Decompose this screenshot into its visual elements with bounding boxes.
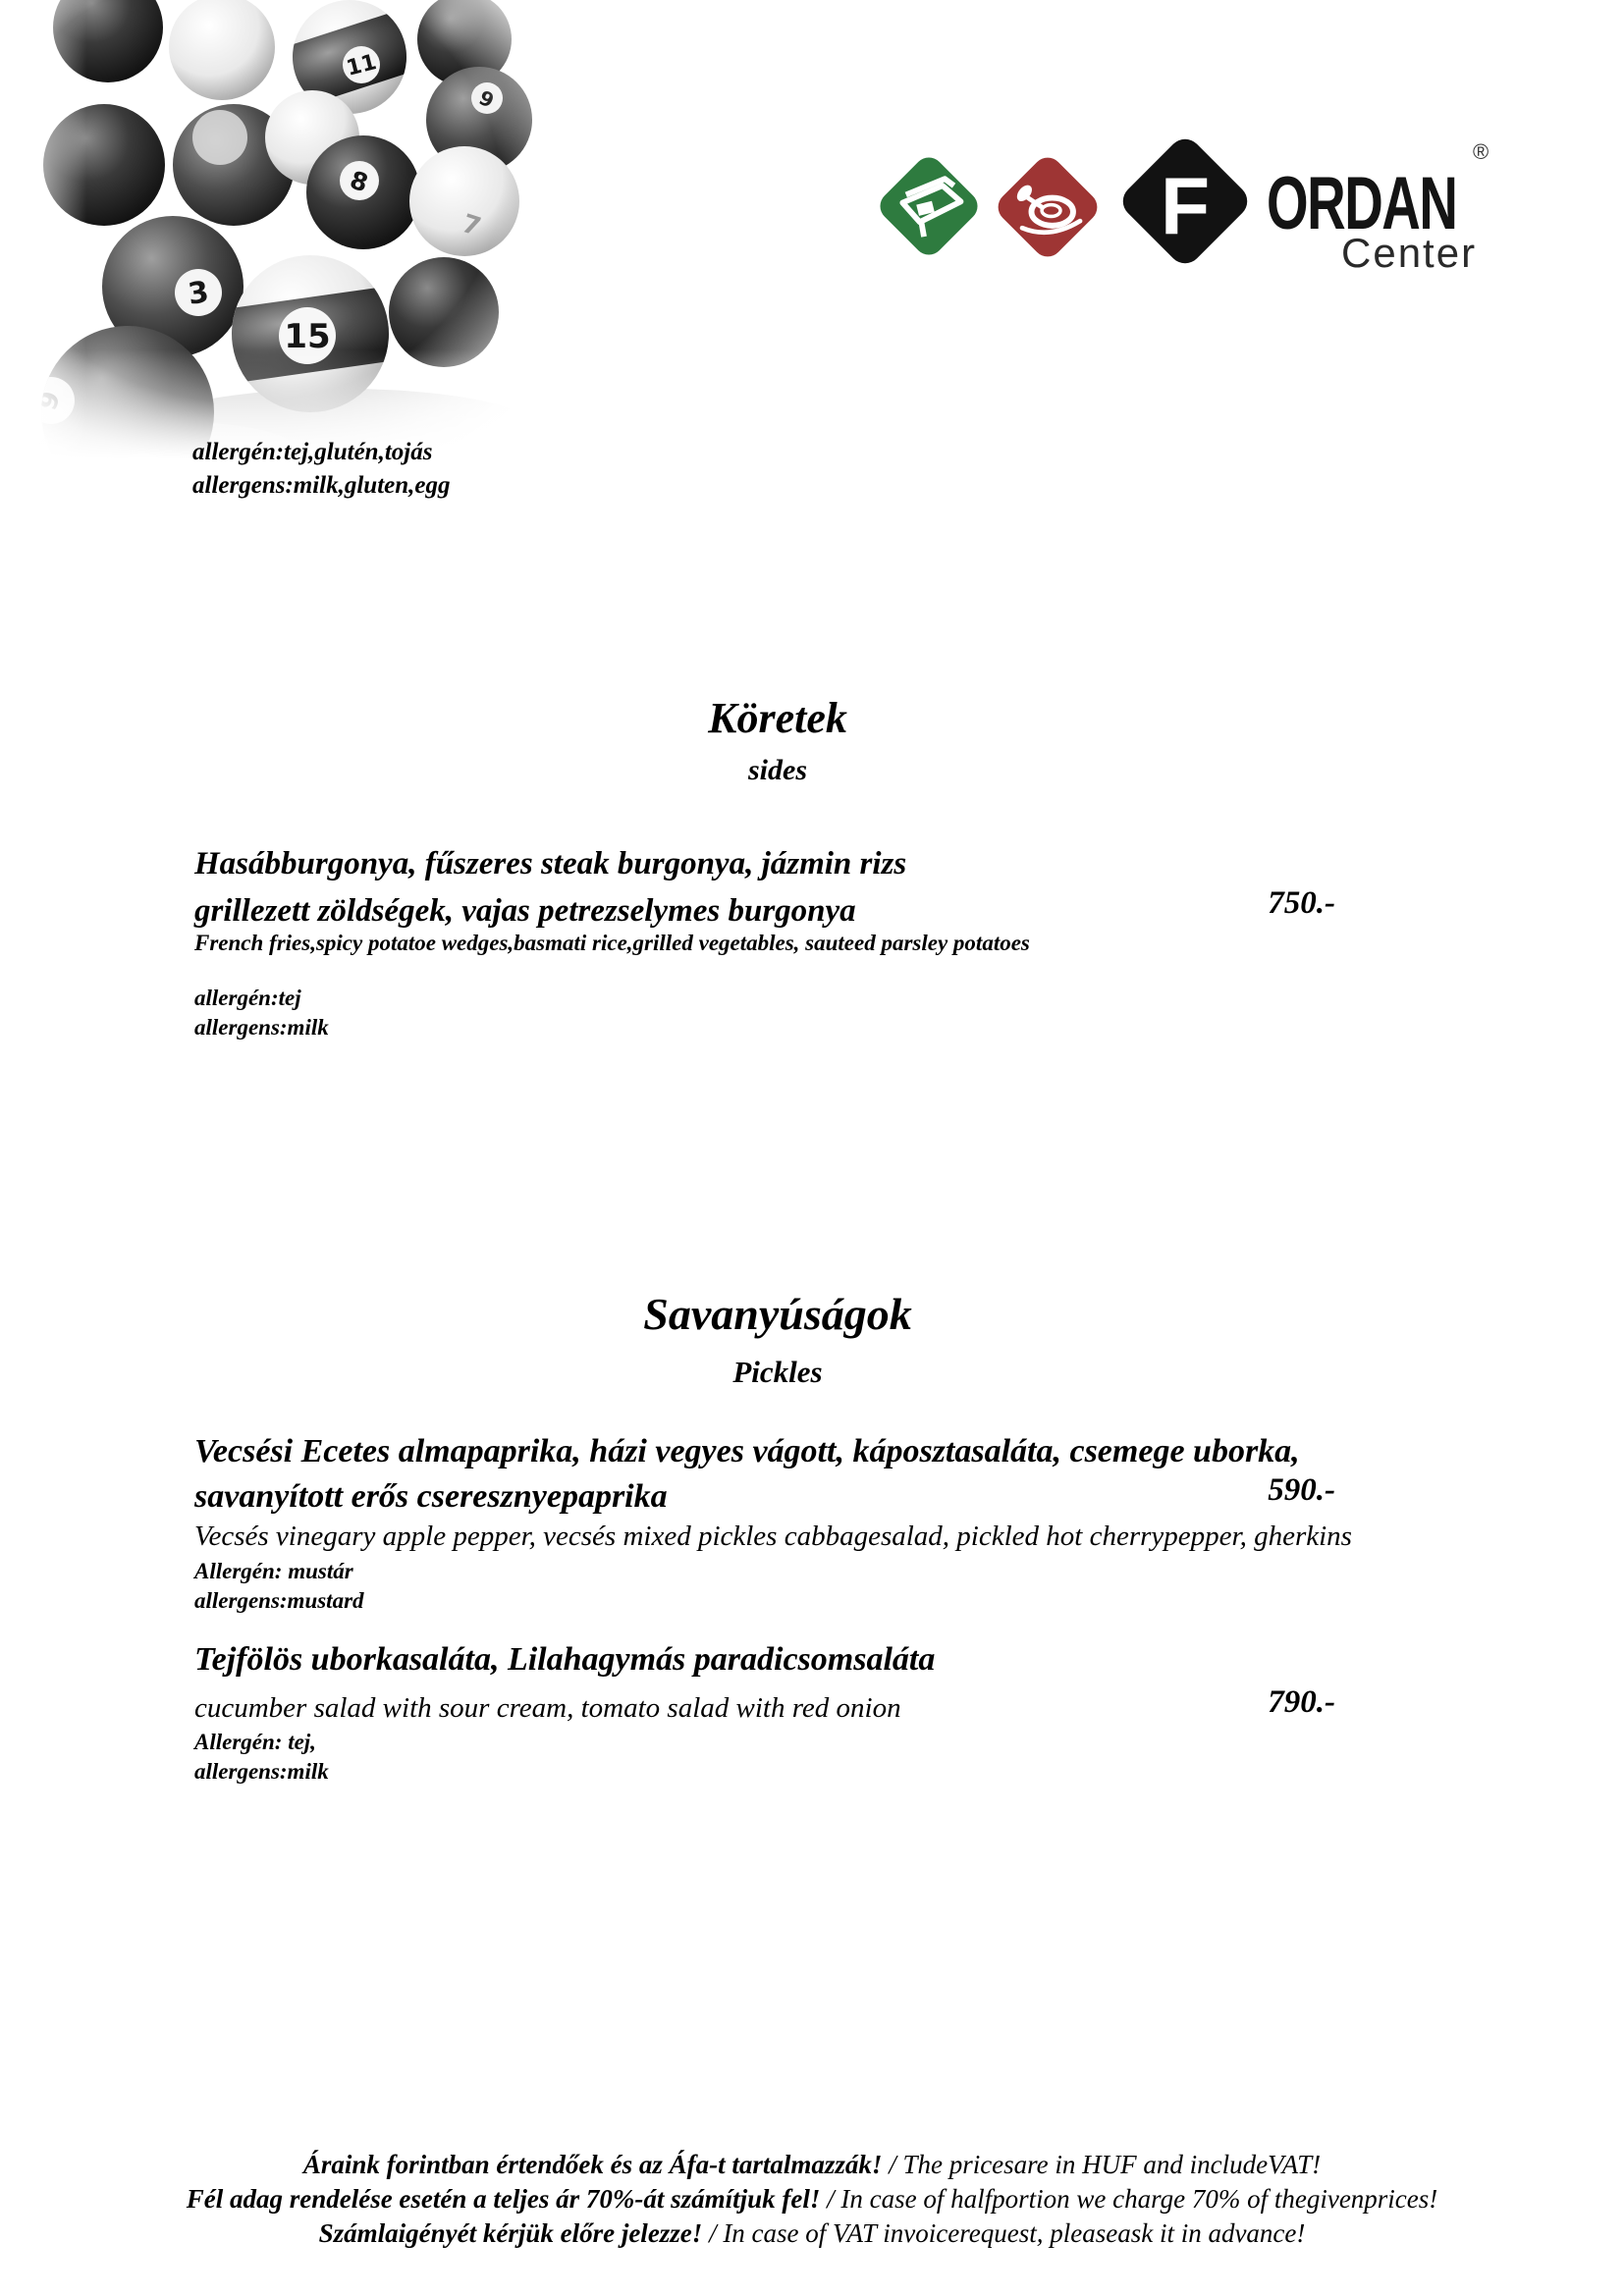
- fordan-logo: [1115, 132, 1508, 279]
- brand-subtitle: Center: [1341, 230, 1478, 276]
- fordan-diamond-icon: [1115, 132, 1255, 271]
- section-title-pickles: Savanyúságok: [643, 1289, 912, 1339]
- photo-left-fade: [18, 0, 86, 459]
- menu-item-description: French fries,spicy potatoe wedges,basmati rice,grilled vegetables, sauteed parsley potatoes: [194, 931, 1030, 955]
- menu-item-price: 750.-: [1268, 885, 1335, 921]
- billiard-table-icon: [872, 149, 986, 263]
- footer-line: [59, 2216, 1565, 2251]
- menu-item-allergens: [194, 984, 329, 1042]
- allergen-en: allergens:mustard: [194, 1588, 364, 1613]
- footer-notes: [59, 2148, 1565, 2251]
- brand-name: ORDAN: [1267, 162, 1457, 245]
- section-title-sides: Köretek: [708, 694, 847, 742]
- menu-item-description: Vecsés vinegary apple pepper, vecsés mixed pickles cabbagesalad, pickled hot cherrypepper, gherkins: [194, 1521, 1352, 1552]
- menu-item-name-line2: grillezett zöldségek, vajas petrezselymes burgonya: [194, 893, 856, 929]
- footer-line: [59, 2182, 1565, 2216]
- allergen-hu: allergén:tej,glutén,tojás: [192, 439, 433, 465]
- menu-item-price: 790.-: [1268, 1684, 1335, 1720]
- menu-item-allergens: [194, 1728, 329, 1787]
- footer-line-hu: Fél adag rendelése esetén a teljes ár 70%-át számítjuk fel!: [186, 2184, 828, 2214]
- menu-item-name: [194, 840, 1274, 934]
- brand-letter-f: F: [1160, 161, 1211, 252]
- footer-line-en: / The pricesare in HUF and includeVAT!: [889, 2150, 1322, 2179]
- footer-line-en: / In case of VAT invoicerequest, pleaseask it in advance!: [709, 2218, 1306, 2248]
- footer-line-en: / In case of halfportion we charge 70% of thegivenprices!: [827, 2184, 1438, 2214]
- allergen-hu: Allergén: tej,: [194, 1730, 316, 1754]
- allergen-en: allergens:milk: [194, 1759, 329, 1784]
- footer-line: [59, 2148, 1565, 2182]
- menu-item-allergens: [194, 1557, 364, 1616]
- allergen-en: allergens:milk: [194, 1015, 329, 1040]
- section-subtitle-pickles: Pickles: [732, 1355, 823, 1389]
- menu-item-name-line1: Vecsési Ecetes almapaprika, házi vegyes vágott, káposztasaláta, csemege uborka,: [194, 1433, 1300, 1469]
- restaurant-plate-icon: [990, 149, 1106, 265]
- allergen-en: allergens:milk,gluten,egg: [192, 472, 451, 499]
- top-allergen-note: [192, 436, 451, 503]
- menu-item-name: Tejfölös uborkasaláta, Lilahagymás paradicsomsaláta: [194, 1641, 936, 1678]
- registered-trademark-icon: ®: [1473, 139, 1489, 164]
- menu-item-name: [194, 1429, 1549, 1520]
- menu-item-price: 590.-: [1268, 1472, 1335, 1508]
- menu-item-name-line1: Hasábburgonya, fűszeres steak burgonya, jázmin rizs: [194, 846, 907, 881]
- billiards-photo: [18, 0, 556, 459]
- menu-item-name-line2: savanyított erős cseresznyepaprika: [194, 1478, 668, 1515]
- menu-item-description: cucumber salad with sour cream, tomato salad with red onion: [194, 1692, 901, 1724]
- footer-line-hu: Számlaigényét kérjük előre jelezze!: [318, 2218, 710, 2248]
- allergen-hu: allergén:tej: [194, 986, 301, 1010]
- allergen-hu: Allergén: mustár: [194, 1559, 353, 1583]
- footer-line-hu: Áraink forintban értendőek és az Áfa-t tartalmazzák!: [302, 2150, 890, 2179]
- section-subtitle-sides: sides: [748, 754, 807, 786]
